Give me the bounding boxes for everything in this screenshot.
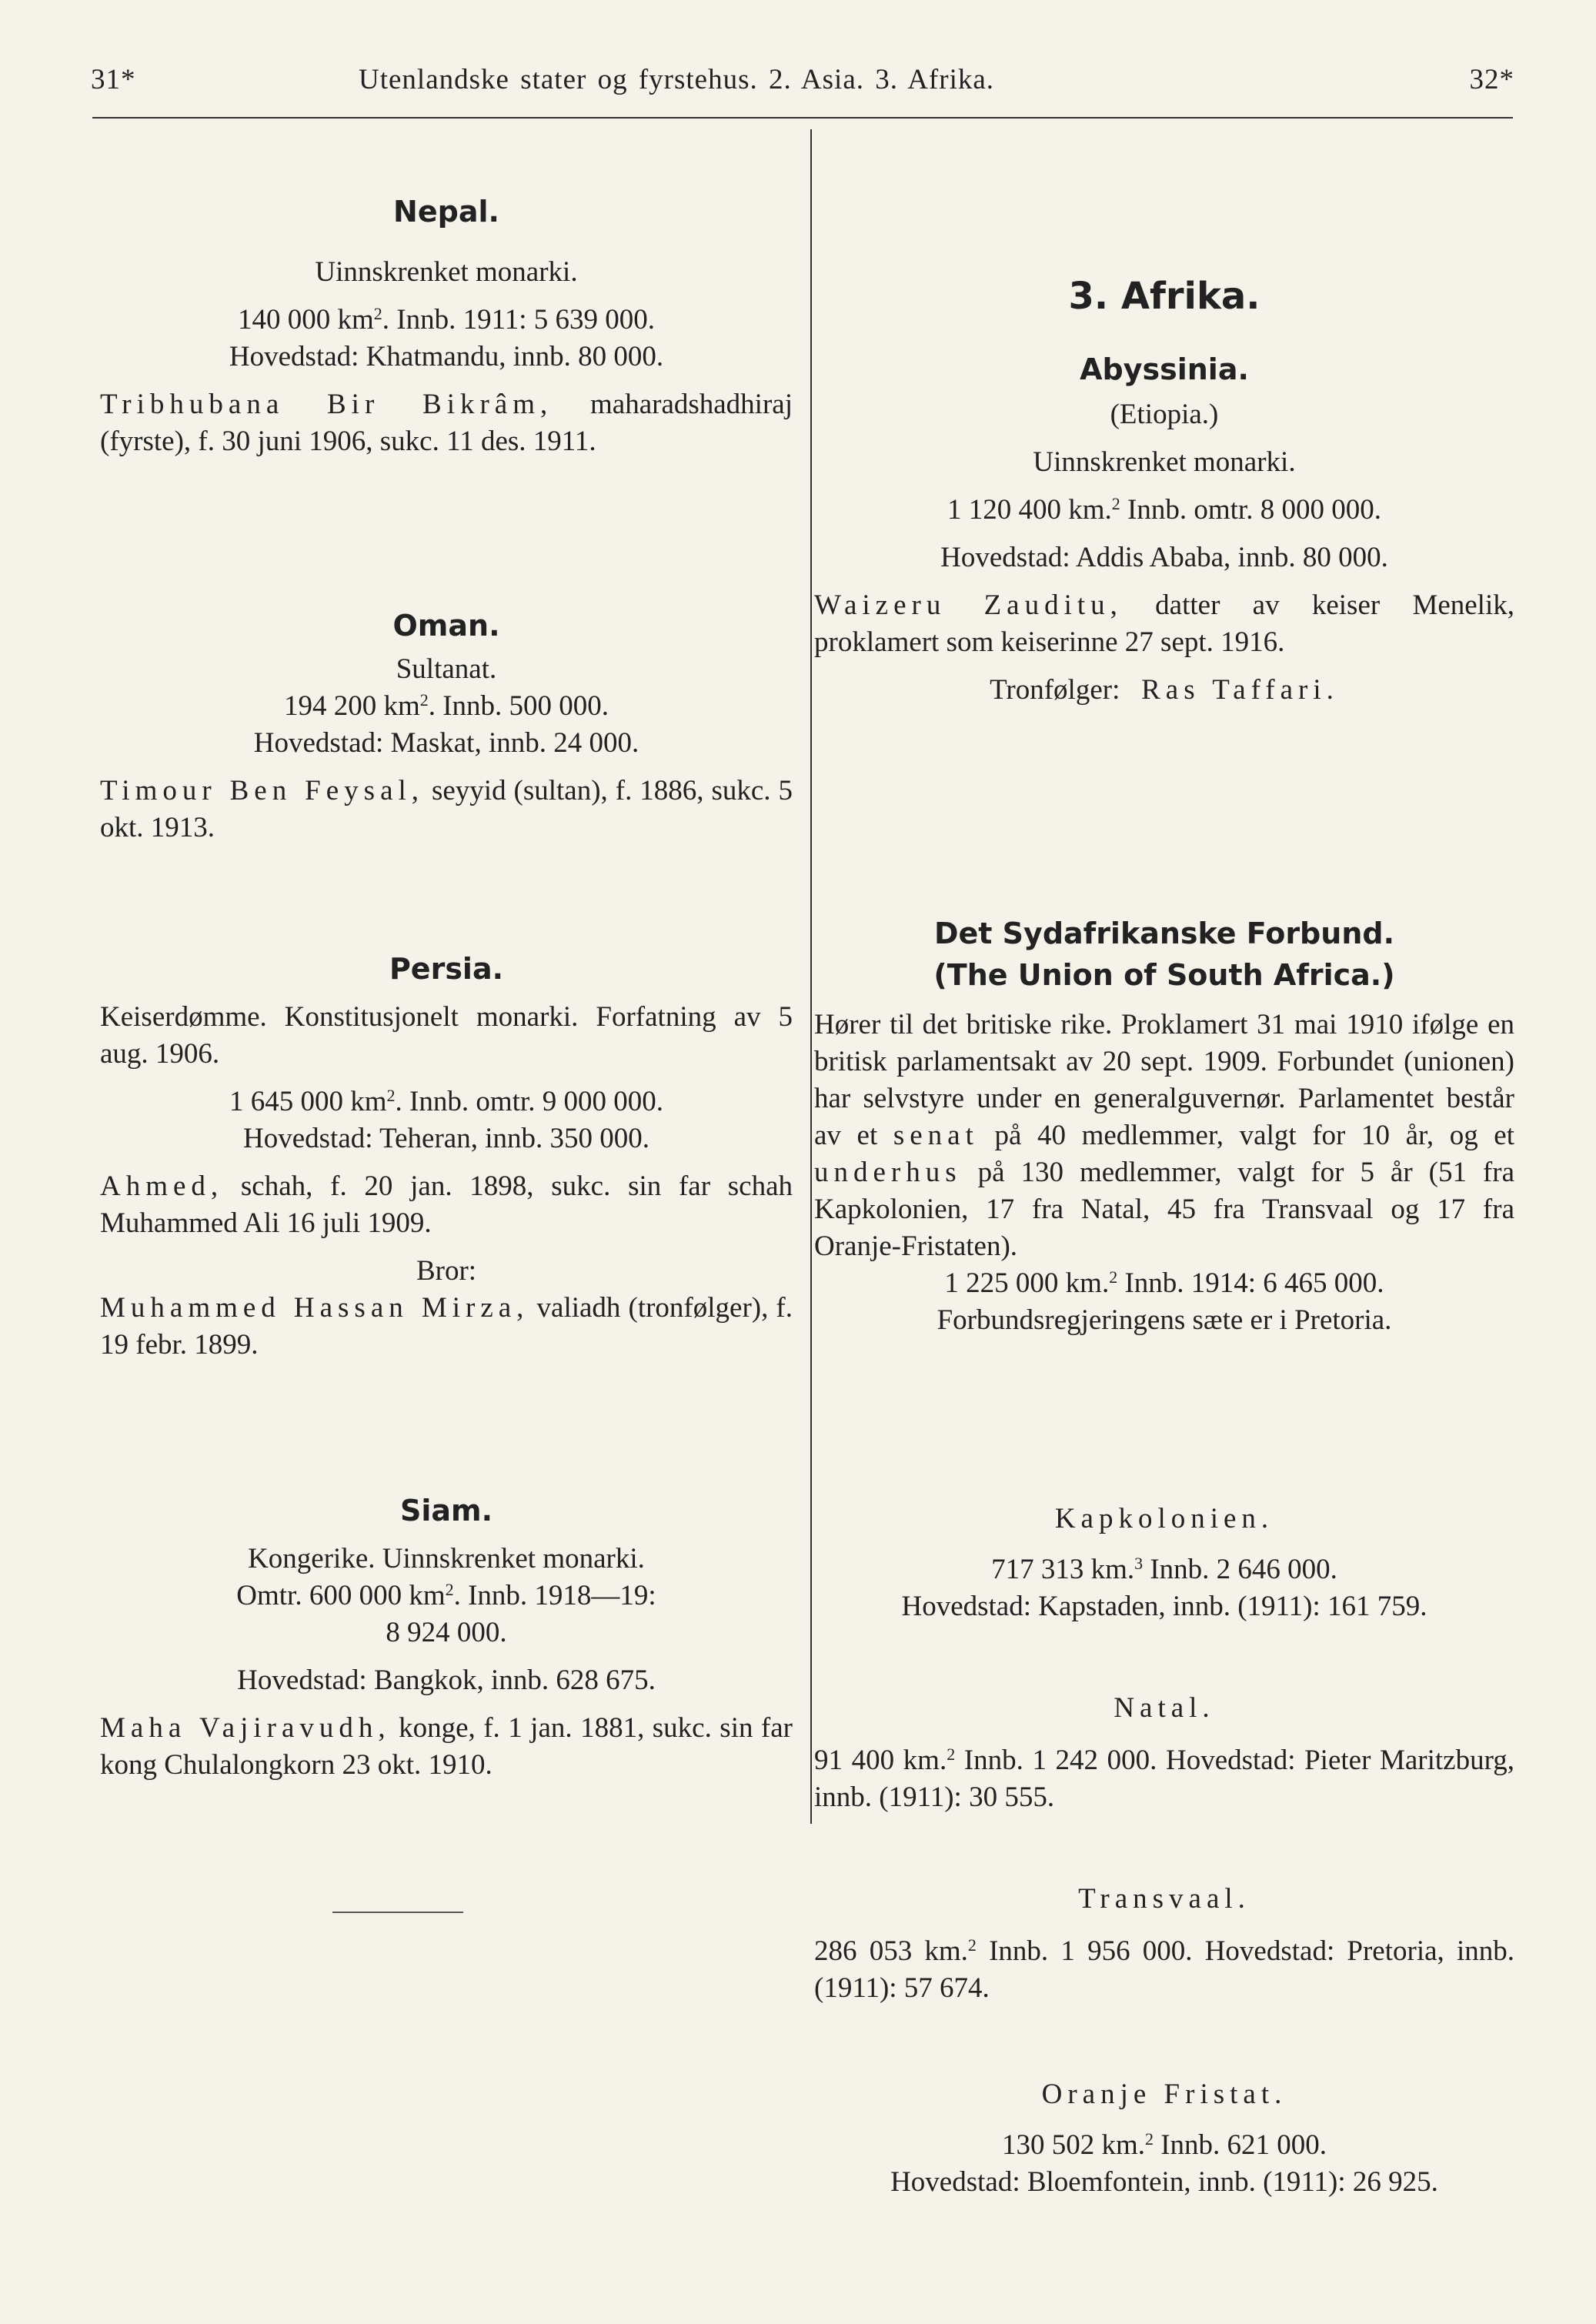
oranje-capital: Hovedstad: Bloemfontein, innb. (1911): 26 925. [890,2166,1438,2198]
running-header [91,63,1514,109]
page-number-left: 31* [91,64,136,95]
africa-part-heading: 3. Afrika. [1068,275,1260,318]
oman-section [100,606,793,846]
natal-heading: Natal. [1114,1692,1215,1724]
oman-area: 194 200 $km^2$. Innb. 500 000. [283,690,609,722]
south-africa-heading: Det Sydafrikanske Forbund. [933,917,1395,950]
south-africa-section [814,914,1514,1339]
abyssinia-heading: Abyssinia. [1080,352,1249,386]
siam-area: Omtr. 600 000 $km^2$. Innb. 1918—19: [236,1580,656,1611]
persia-heading: Persia. [389,952,504,986]
siam-ruler: Maha Vajiravudh, konge, f. 1 jan. 1881, sukc. sin far kong Chulalongkorn 23 okt. 1910. [100,1712,793,1781]
nepal-heading: Nepal. [393,195,499,229]
page-number-right: 32* [1469,64,1514,95]
kapkolonien-area: 717 313 km.$^3$ Innb. 2 646 000. [991,1554,1337,1585]
persia-capital: Hovedstad: Teheran, innb. 350 000. [243,1123,649,1154]
transvaal-section [814,1881,1514,2007]
nepal-ruler: Tribhubana Bir Bikrâm, maharadshadhiraj (fyrste), f. 30 juni 1906, sukc. 11 des. 1911. [100,389,793,457]
persia-form: Keiserdømme. Konstitusjonelt monarki. Forfatning av 5 aug. 1906. [100,1001,793,1070]
abyssinia-alt-name: (Etiopia.) [1110,399,1219,430]
africa-part-heading-wrap [814,273,1514,319]
kapkolonien-section [814,1501,1514,1625]
south-africa-subheading: (The Union of South Africa.) [933,958,1395,992]
abyssinia-heir: Tronfølger: Ras Taffari. [990,674,1339,706]
persia-brother-label: Bror: [416,1255,477,1287]
oman-capital: Hovedstad: Maskat, innb. 24 000. [253,727,639,759]
oranje-area: 130 502 km.$^2$ Innb. 621 000. [1001,2129,1327,2161]
siam-form: Kongerike. Uinnskrenket monarki. [248,1543,645,1574]
oman-ruler: Timour Ben Feysal, seyyid (sultan), f. 1886, sukc. 5 okt. 1913. [100,775,793,843]
running-title: Utenlandske stater og fyrstehus. 2. Asia. 3. Afrika. [359,64,995,95]
oman-form: Sultanat. [396,653,497,685]
kapkolonien-capital: Hovedstad: Kapstaden, innb. (1911): 161 759. [901,1591,1427,1622]
column-divider [810,129,812,1824]
south-africa-seat: Forbundsregjeringens sæte er i Pretoria. [937,1304,1392,1336]
kapkolonien-heading: Kapkolonien. [1054,1503,1274,1534]
abyssinia-area: 1 120 400 km.$^2$ Innb. omtr. 8 000 000. [947,494,1381,526]
nepal-form: Uinnskrenket monarki. [315,256,578,288]
transvaal-area: 286 053 km.$^2$ Innb. 1 956 000. Hovedstad: Pretoria, innb. (1911): 57 674. [814,1935,1515,2004]
natal-area: 91 400 km.$^2$ Innb. 1 242 000. Hovedstad: Pieter Maritzburg, innb. (1911): 30 555. [814,1745,1515,1813]
south-africa-description: Hører til det britiske rike. Proklamert 31 mai 1910 ifølge en britisk parlamentsakt av 20 sept. 1909. Forbundet (unionen) har selvstyre under en generalguvernør. Parlamentet består av et senat på 40 medlemmer, valgt for 10 år, og et underhus på 130 medlemmer, valgt for 5 år (51 fra Kapkolonien, 17 fra Natal, 45 fra Transvaal og 17 fra Oranje-Fristaten). [814,1009,1514,1262]
oman-heading: Oman. [392,609,500,643]
natal-section [814,1690,1514,1816]
siam-capital: Hovedstad: Bangkok, innb. 628 675. [237,1665,656,1696]
siam-section [100,1491,793,1784]
oranje-section [814,2076,1514,2201]
abyssinia-form: Uinnskrenket monarki. [1033,446,1296,478]
transvaal-heading: Transvaal. [1078,1883,1250,1915]
nepal-capital: Hovedstad: Khatmandu, innb. 80 000. [229,341,664,372]
nepal-area: 140 000 $km^2$. Innb. 1911: 5 639 000. [237,304,655,336]
header-rule [92,117,1513,119]
siam-heading: Siam. [399,1494,493,1528]
nepal-section [100,192,793,460]
abyssinia-section [814,350,1514,709]
persia-heir: Muhammed Hassan Mirza, valiadh (tronfølger), f. 19 febr. 1899. [100,1292,793,1361]
persia-area: 1 645 000 $km^2$. Innb. omtr. 9 000 000. [229,1086,663,1117]
persia-section [100,950,793,1364]
abyssinia-ruler: Waizeru Zauditu, datter av keiser Menelik, proklamert som keiserinne 27 sept. 1916. [814,589,1514,658]
abyssinia-capital: Hovedstad: Addis Ababa, innb. 80 000. [940,542,1388,573]
persia-ruler: Ahmed, schah, f. 20 jan. 1898, sukc. sin far schah Muhammed Ali 16 juli 1909. [100,1170,793,1239]
end-rule [332,1912,463,1913]
south-africa-area: 1 225 000 km.$^2$ Innb. 1914: 6 465 000. [944,1267,1384,1299]
siam-population: 8 924 000. [386,1617,507,1648]
oranje-heading: Oranje Fristat. [1041,2079,1287,2110]
